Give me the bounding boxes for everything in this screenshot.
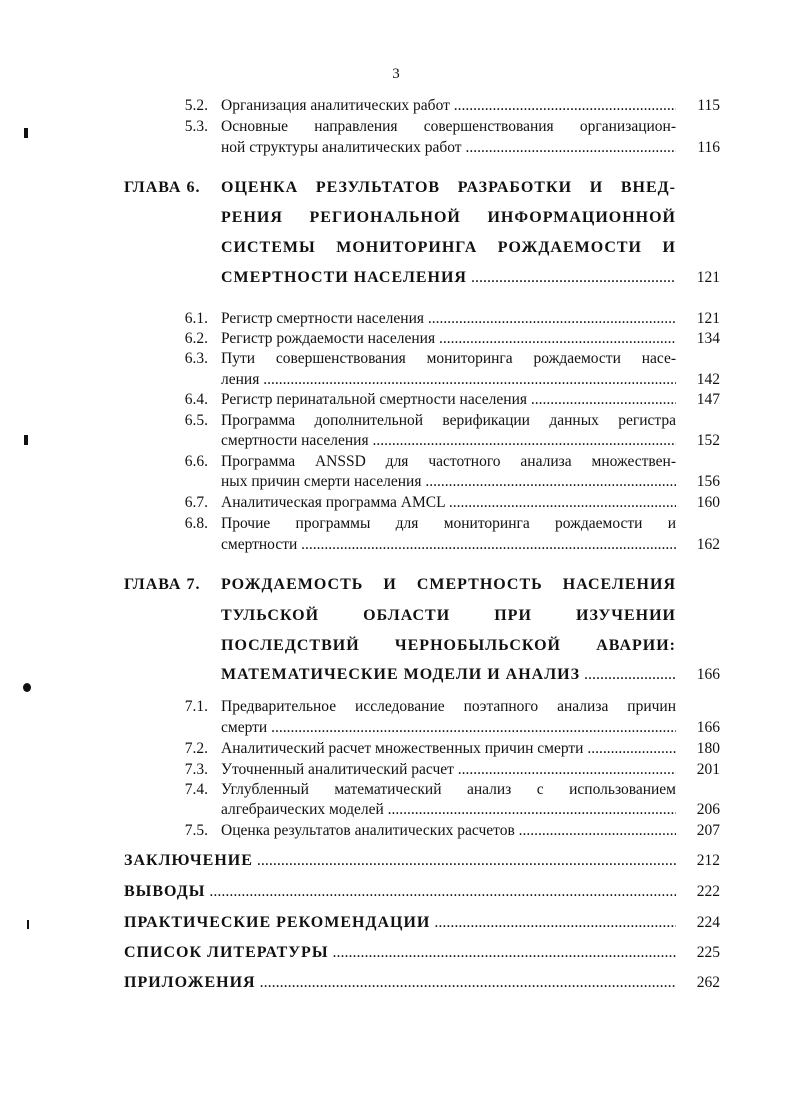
top-entry-title: ЗАКЛЮЧЕНИЕ ..... — [124, 850, 676, 872]
page-ref: 222 — [696, 883, 720, 900]
section-number: 7.3. — [184, 761, 208, 778]
section-title: смертности ..... — [221, 535, 676, 555]
section-number: 7.5. — [184, 822, 208, 839]
chapter-title-line: ОЦЕНКА РЕЗУЛЬТАТОВ РАЗРАБОТКИ И ВНЕД- — [221, 179, 676, 196]
section-title: Организация аналитических работ ..... — [221, 96, 676, 116]
page-ref: 225 — [696, 944, 720, 961]
section-number: 6.7. — [184, 494, 208, 511]
section-title: Оценка результатов аналитических расчетов ..... — [221, 821, 676, 841]
section-title: смертности населения ..... — [221, 431, 676, 451]
section-title: ных причин смерти населения ..... — [221, 472, 676, 492]
section-number: 6.3. — [184, 350, 208, 367]
chapter-title-line: РЕНИЯ РЕГИОНАЛЬНОЙ ИНФОРМАЦИОННОЙ — [221, 209, 676, 226]
top-entry-title: ВЫВОДЫ ..... — [124, 881, 676, 903]
chapter-title-line: СИСТЕМЫ МОНИТОРИНГА РОЖДАЕМОСТИ И — [221, 239, 676, 256]
page-ref: 152 — [696, 432, 720, 449]
section-title: Основные направления совершенствования организацион- — [221, 118, 676, 135]
section-number: 7.2. — [184, 740, 208, 757]
page-ref: 115 — [697, 97, 720, 114]
chapter-title-line: СМЕРТНОСТИ НАСЕЛЕНИЯ ..... — [221, 267, 676, 289]
section-title: Регистр рождаемости населения ..... — [221, 329, 676, 349]
chapter-label: ГЛАВА 7. — [124, 576, 201, 593]
section-title: алгебраических моделей ..... — [221, 800, 676, 820]
section-title: смерти ..... — [221, 718, 676, 738]
page-ref: 156 — [696, 473, 720, 490]
chapter-label: ГЛАВА 6. — [124, 179, 201, 196]
page-ref: 166 — [696, 719, 720, 736]
section-title: Углубленный математический анализ с использованием — [221, 781, 676, 798]
chapter-title-line: ТУЛЬСКОЙ ОБЛАСТИ ПРИ ИЗУЧЕНИИ — [221, 607, 676, 624]
chapter-title-line: ПОСЛЕДСТВИЙ ЧЕРНОБЫЛЬСКОЙ АВАРИИ: — [221, 637, 676, 654]
page-ref: 206 — [696, 801, 720, 818]
page-ref: 121 — [696, 269, 720, 286]
page-ref: 166 — [696, 666, 720, 683]
section-number: 5.2. — [184, 97, 208, 114]
scan-mark — [27, 920, 29, 929]
section-number: 6.1. — [184, 310, 208, 327]
section-number: 5.3. — [184, 118, 208, 135]
section-title: Пути совершенствования мониторинга рождаемости насе- — [221, 350, 676, 367]
page-ref: 121 — [696, 310, 720, 327]
page-number: 3 — [392, 66, 400, 82]
section-title: Регистр перинатальной смертности населения ..... — [221, 390, 676, 410]
top-entry-title: СПИСОК ЛИТЕРАТУРЫ ..... — [124, 942, 676, 964]
page-ref: 207 — [696, 822, 720, 839]
page-ref: 162 — [696, 536, 720, 553]
section-title: Прочие программы для мониторинга рождаемости и — [221, 515, 676, 532]
section-title: ной структуры аналитических работ ..... — [221, 138, 676, 158]
page-ref: 201 — [696, 761, 720, 778]
section-number: 6.6. — [184, 453, 208, 470]
section-title: Программа ANSSD для частотного анализа множествен- — [221, 453, 676, 470]
page-ref: 134 — [696, 330, 720, 347]
section-number: 6.8. — [184, 515, 208, 532]
page-ref: 142 — [696, 371, 720, 388]
section-title: Уточненный аналитический расчет ..... — [221, 760, 676, 780]
scan-mark — [24, 128, 28, 138]
scan-mark — [24, 435, 28, 445]
section-number: 6.2. — [184, 330, 208, 347]
page-ref: 160 — [696, 494, 720, 511]
page-ref: 262 — [696, 974, 720, 991]
top-entry-title: ПРАКТИЧЕСКИЕ РЕКОМЕНДАЦИИ ..... — [124, 912, 676, 934]
section-number: 6.4. — [184, 391, 208, 408]
section-title: Регистр смертности населения ..... — [221, 309, 676, 329]
section-title: ления ..... — [221, 370, 676, 390]
section-number: 6.5. — [184, 412, 208, 429]
section-number: 7.4. — [184, 781, 208, 798]
chapter-title-line: РОЖДАЕМОСТЬ И СМЕРТНОСТЬ НАСЕЛЕНИЯ — [221, 576, 676, 593]
page-ref: 180 — [696, 740, 720, 757]
section-number: 7.1. — [184, 698, 208, 715]
top-entry-title: ПРИЛОЖЕНИЯ ..... — [124, 972, 676, 994]
section-title: Аналитическая программа AMCL ..... — [221, 493, 676, 513]
page-ref: 147 — [696, 391, 720, 408]
section-title: Аналитический расчет множественных причин смерти ..... — [221, 739, 676, 759]
section-title: Предварительное исследование поэтапного анализа причин — [221, 698, 676, 715]
page-ref: 224 — [696, 914, 720, 931]
page-ref: 116 — [697, 139, 720, 156]
section-title: Программа дополнительной верификации данных регистра — [221, 412, 676, 429]
chapter-title-line: МАТЕМАТИЧЕСКИЕ МОДЕЛИ И АНАЛИЗ ..... — [221, 664, 676, 686]
page-ref: 212 — [696, 852, 720, 869]
scan-mark — [23, 683, 31, 692]
